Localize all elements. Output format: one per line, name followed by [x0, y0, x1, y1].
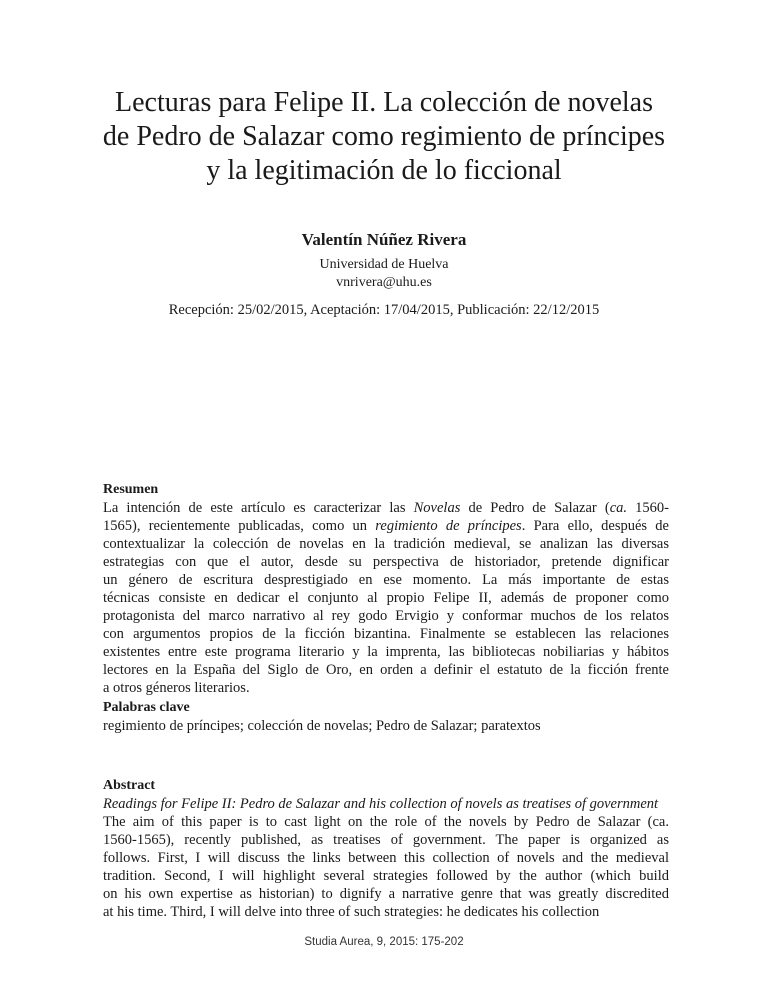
publication-dates: Recepción: 25/02/2015, Aceptación: 17/04/2015, Publicación: 22/12/2015 [168, 302, 600, 318]
author-affiliation-block [0, 256, 768, 292]
page-footer: Studia Aurea, 9, 2015: 175-202 [304, 936, 464, 948]
abstract-heading: Abstract [103, 778, 156, 793]
author-email: vnrivera@uhu.es [336, 275, 432, 290]
title-line: de Pedro de Salazar como regimiento de príncipes [102, 121, 666, 152]
text-line: La intención de este artículo es caracterizar las Novelas de Pedro de Salazar (ca. 1560- [103, 500, 669, 516]
abstract-text [103, 795, 669, 921]
affiliation: Universidad de Huelva [319, 257, 449, 272]
italic-text: Novelas [413, 500, 461, 516]
author-name: Valentín Núñez Rivera [301, 230, 467, 249]
text-line: 1560-1565), recently published, as treatises of government. The paper is organized as [103, 832, 669, 848]
text-line [103, 795, 669, 813]
resumen-heading: Resumen [103, 482, 159, 497]
text-line: protagonista del marco narrativo al rey godo Ervigio y conformar muchos de los relatos [103, 608, 669, 624]
text-line: con argumentos propios de la ficción bizantina. Finalmente se establecen las relaciones [103, 626, 669, 642]
article-title [60, 86, 708, 188]
text-line: existentes entre este programa literario y la imprenta, las bibliotecas nobiliarias y hábitos [103, 644, 669, 660]
text-line: tradition. Second, I will highlight several strategies followed by the author (which build [103, 868, 669, 884]
text-line: The aim of this paper is to cast light on the role of the novels by Pedro de Salazar (ca. [103, 814, 669, 830]
text-line: un género de escritura desprestigiado en ese momento. La más importante de estas [103, 572, 669, 588]
text-line: on his own expertise as historian) to dignify a narrative genre that was greatly discredited [103, 886, 669, 902]
text-line: a otros géneros literarios. [103, 680, 250, 696]
text-line: at his time. Third, I will delve into three of such strategies: he dedicates his collection [103, 904, 600, 920]
resumen-text [103, 499, 669, 697]
italic-text: ca. [609, 500, 628, 516]
italic-text: Readings for Felipe II: Pedro de Salazar and his collection of novels as treatises of government [103, 796, 659, 812]
text-line: follows. First, I will discuss the links between this collection of novels and the medieval [103, 850, 669, 866]
title-line: y la legitimación de lo ficcional [206, 155, 562, 186]
text-line: técnicas consiste en dedicar el conjunto al propio Felipe II, además de proponer como [103, 590, 669, 606]
text-line: estrategias con que el autor, desde su perspectiva de historiador, pretende dignificar [103, 554, 669, 570]
text-line: 1565), recientemente publicadas, como un regimiento de príncipes. Para ello, después de [103, 518, 669, 534]
title-line: Lecturas para Felipe II. La colección de novelas [115, 87, 653, 118]
text-line: contextualizar la colección de novelas en la tradición medieval, se analizan las diversas [103, 536, 669, 552]
text-line: lectores en la España del Siglo de Oro, en orden a definir el estatuto de la ficción frente [103, 662, 669, 678]
keywords-heading: Palabras clave [103, 700, 190, 715]
italic-text: regimiento de príncipes [375, 518, 522, 534]
keywords-text: regimiento de príncipes; colección de novelas; Pedro de Salazar; paratextos [103, 718, 541, 734]
